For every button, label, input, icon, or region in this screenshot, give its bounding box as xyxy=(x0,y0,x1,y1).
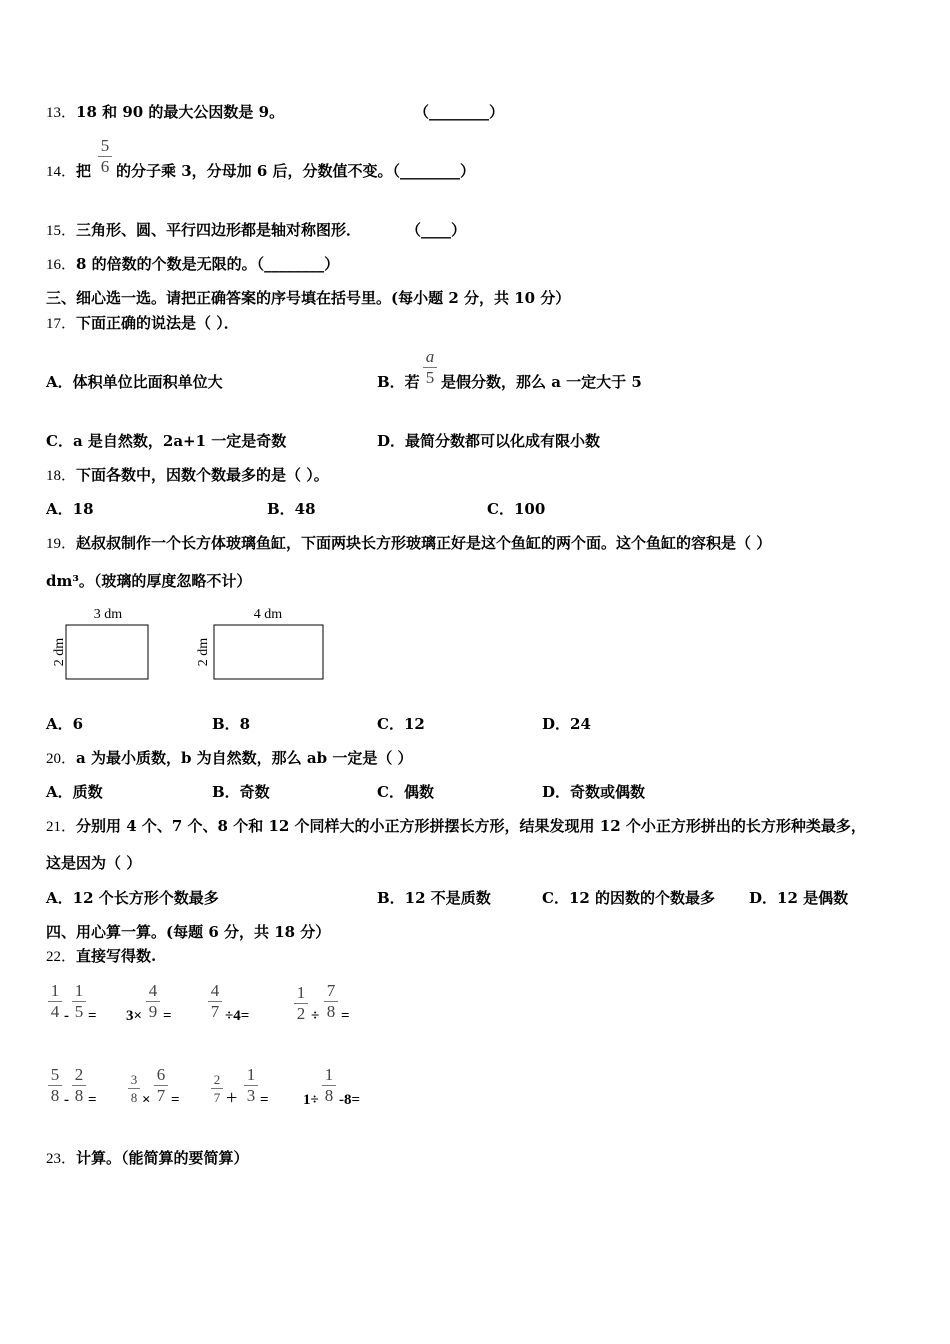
numerator: 1 xyxy=(74,981,84,1000)
numerator: 5 xyxy=(100,136,110,155)
denominator: 7 xyxy=(156,1086,166,1105)
numerator: 4 xyxy=(210,981,220,1000)
fraction xyxy=(324,982,338,1021)
fraction xyxy=(146,982,160,1021)
option-b[interactable]: B．12 不是质数 xyxy=(377,889,491,907)
question-text: 把 xyxy=(76,162,92,180)
numerator: 4 xyxy=(148,981,158,1000)
numerator: 1 xyxy=(324,1065,334,1084)
denominator: 8 xyxy=(74,1086,84,1105)
operator: 3× xyxy=(126,1008,143,1024)
numerator: 3 xyxy=(130,1072,138,1087)
question-number: 13． xyxy=(46,105,77,121)
fraction xyxy=(128,1072,140,1105)
denominator: 8 xyxy=(130,1090,138,1105)
fraction xyxy=(98,137,112,176)
numerator: 2 xyxy=(74,1065,84,1084)
fraction xyxy=(423,348,437,387)
option-c[interactable]: C．12 xyxy=(377,715,425,733)
numerator: 7 xyxy=(326,981,336,1000)
operator: ÷4= xyxy=(225,1008,250,1024)
question-text: 18 和 90 的最大公因数是 9。 xyxy=(76,103,285,121)
question-17 xyxy=(46,313,239,334)
glass-rect-1 xyxy=(66,625,148,679)
denominator: 7 xyxy=(213,1090,221,1105)
question-20 xyxy=(46,748,413,769)
denominator: 8 xyxy=(50,1086,60,1105)
equals-sign: = xyxy=(260,1092,269,1108)
fraction xyxy=(48,982,62,1021)
operator: 1÷ xyxy=(303,1092,319,1108)
numerator: 1 xyxy=(50,981,60,1000)
question-number: 21． xyxy=(46,819,77,835)
numerator: 6 xyxy=(156,1065,166,1084)
question-text: 计算。（能简算的要简算） xyxy=(76,1149,249,1167)
section-heading: 四、用心算一算。(每题 6 分，共 18 分） xyxy=(46,923,331,941)
rect2-side-label: 2 dm xyxy=(196,637,212,667)
question-text: 的分子乘 3，分母加 6 后，分数值不变。（________） xyxy=(116,162,476,180)
question-number: 16． xyxy=(46,257,77,273)
question-21 xyxy=(46,816,866,837)
option-b[interactable]: B．48 xyxy=(267,500,316,518)
question-number: 17． xyxy=(46,316,77,332)
operator: -8= xyxy=(339,1092,361,1108)
denominator: 9 xyxy=(148,1002,158,1021)
question-13 xyxy=(46,102,284,123)
numerator: 1 xyxy=(296,983,306,1002)
option-a[interactable]: A．体积单位比面积单位大 xyxy=(46,373,223,391)
option-b[interactable]: B．8 xyxy=(212,715,251,733)
question-text: 赵叔叔制作一个长方体玻璃鱼缸，下面两块长方形玻璃正好是这个鱼缸的两个面。这个鱼缸的容积是（ ） xyxy=(76,534,772,552)
denominator: 5 xyxy=(425,368,435,387)
fraction xyxy=(208,982,222,1021)
operator: - xyxy=(64,1008,69,1024)
question-text-cont: 这是因为（ ） xyxy=(46,854,142,872)
option-c[interactable]: C．100 xyxy=(487,500,546,518)
equals-sign: = xyxy=(163,1008,172,1024)
question-16 xyxy=(46,254,339,275)
option-a[interactable]: A．12 个长方形个数最多 xyxy=(46,889,219,907)
glass-rect-2 xyxy=(214,625,323,679)
glass-pieces-figure xyxy=(40,600,340,685)
denominator: 7 xyxy=(210,1002,220,1021)
option-d[interactable]: D．最简分数都可以化成有限小数 xyxy=(377,432,601,450)
option-c[interactable]: C．a 是自然数，2a+1 一定是奇数 xyxy=(46,432,287,450)
numerator: 2 xyxy=(213,1072,221,1087)
numerator: 1 xyxy=(246,1065,256,1084)
numerator: 5 xyxy=(50,1065,60,1084)
question-19 xyxy=(46,533,771,554)
question-text: 三角形、圆、平行四边形都是轴对称图形． xyxy=(76,221,362,239)
operator: ÷ xyxy=(311,1008,320,1024)
option-b-text[interactable]: 是假分数，那么 a 一定大于 5 xyxy=(441,373,642,391)
question-23 xyxy=(46,1148,249,1169)
question-22 xyxy=(46,946,156,967)
section-heading: 三、细心选一选。请把正确答案的序号填在括号里。(每小题 2 分，共 10 分） xyxy=(46,289,571,307)
option-d[interactable]: D．12 是偶数 xyxy=(749,889,849,907)
option-a[interactable]: A．6 xyxy=(46,715,84,733)
answer-blank[interactable]: （________） xyxy=(414,103,505,121)
question-18 xyxy=(46,465,329,486)
denominator: 2 xyxy=(296,1004,306,1023)
fraction xyxy=(322,1066,336,1105)
denominator: 8 xyxy=(326,1002,336,1021)
fraction-bar xyxy=(211,1088,223,1089)
rect1-top-label: 3 dm xyxy=(93,607,123,622)
operator: + xyxy=(226,1087,238,1109)
operator: - xyxy=(64,1092,69,1108)
fraction xyxy=(154,1066,168,1105)
rect1-side-label: 2 dm xyxy=(52,637,68,667)
operator: × xyxy=(142,1092,151,1108)
question-text: 直接写得数. xyxy=(76,947,157,965)
question-text: a 为最小质数，b 为自然数，那么 ab 一定是（ ） xyxy=(76,749,413,767)
answer-blank[interactable]: （____） xyxy=(406,221,467,239)
option-d[interactable]: D．24 xyxy=(542,715,591,733)
question-number: 15． xyxy=(46,223,77,239)
question-number: 19． xyxy=(46,536,77,552)
option-a[interactable]: A．质数 xyxy=(46,783,103,801)
equals-sign: = xyxy=(171,1092,180,1108)
option-a[interactable]: A．18 xyxy=(46,500,94,518)
option-d[interactable]: D．奇数或偶数 xyxy=(542,783,646,801)
question-number: 22． xyxy=(46,949,77,965)
question-text-cont: dm³。（玻璃的厚度忽略不计） xyxy=(46,572,252,590)
question-number: 14． xyxy=(46,164,77,180)
denominator: 6 xyxy=(100,157,110,176)
fraction xyxy=(72,1066,86,1105)
rect2-top-label: 4 dm xyxy=(253,607,283,622)
equals-sign: = xyxy=(88,1008,97,1024)
fraction xyxy=(244,1066,258,1105)
question-15 xyxy=(46,220,361,241)
question-14 xyxy=(46,161,91,182)
equals-sign: = xyxy=(341,1008,350,1024)
fraction-bar xyxy=(128,1088,140,1089)
question-text: 下面正确的说法是（ ）． xyxy=(76,314,239,332)
question-text: 8 的倍数的个数是无限的。（________） xyxy=(76,255,340,273)
question-number: 20． xyxy=(46,751,77,767)
option-c[interactable]: C．偶数 xyxy=(377,783,434,801)
fraction xyxy=(72,982,86,1021)
fraction xyxy=(48,1066,62,1105)
question-number: 18． xyxy=(46,468,77,484)
question-number: 23． xyxy=(46,1151,77,1167)
option-b[interactable]: B．奇数 xyxy=(212,783,270,801)
denominator: 4 xyxy=(50,1002,60,1021)
question-text: 下面各数中，因数个数最多的是（ ）。 xyxy=(76,466,329,484)
denominator: 5 xyxy=(74,1002,84,1021)
denominator: 8 xyxy=(324,1086,334,1105)
fraction xyxy=(294,984,308,1023)
equals-sign: = xyxy=(88,1092,97,1108)
question-text: 分别用 4 个、7 个、8 个和 12 个同样大的小正方形拼摆长方形，结果发现用 12 个小正方形拼出的长方形种类最多， xyxy=(76,817,866,835)
fraction xyxy=(211,1072,223,1105)
option-b-prefix[interactable]: B．若 xyxy=(377,373,420,391)
denominator: 3 xyxy=(246,1086,256,1105)
numerator: a xyxy=(425,347,435,366)
option-c[interactable]: C．12 的因数的个数最多 xyxy=(542,889,716,907)
